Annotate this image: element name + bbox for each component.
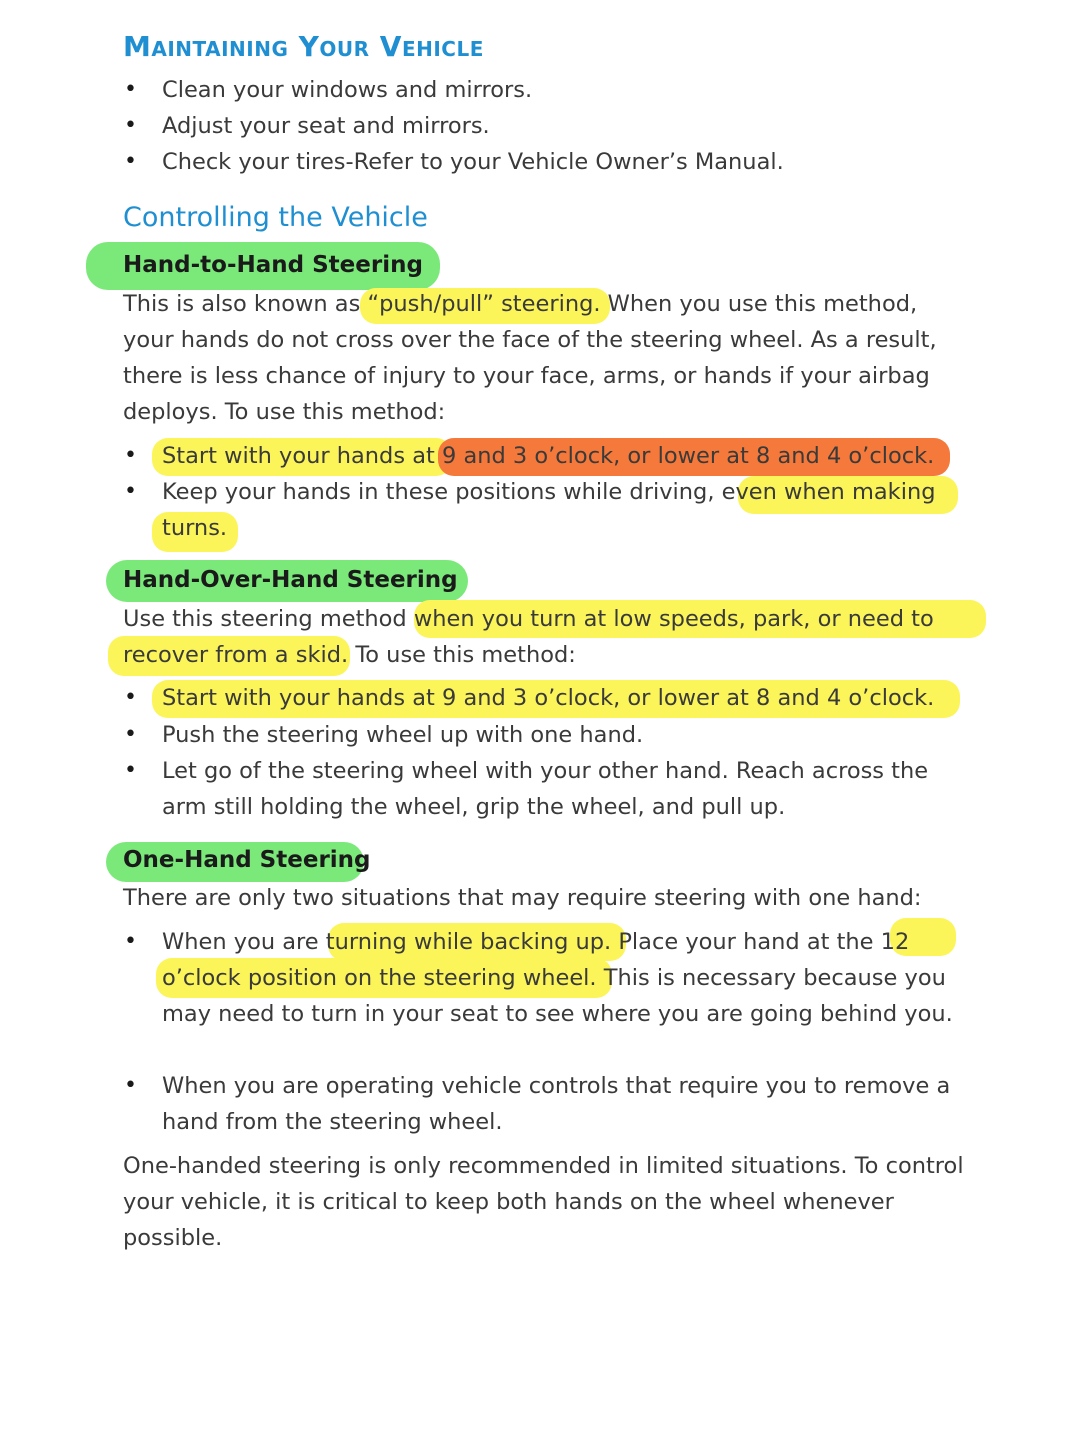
subsection-title: Controlling the Vehicle bbox=[123, 202, 428, 233]
list-item: • Let go of the steering wheel with your other hand. Reach across the arm still holding the wheel, grip the wheel, and pull up. bbox=[124, 758, 929, 820]
list-item: • When you are turning while backing up. Place your hand at the 12 o’clock position on the steering wheel. This is necessary because you may need to turn in your seat to see where you are going behind you. bbox=[124, 929, 953, 1027]
hand-over-hand-heading: Hand-Over-Hand Steering bbox=[123, 567, 458, 593]
section-title: Maintaining Your Vehicle bbox=[123, 30, 484, 63]
list-item: • Clean your windows and mirrors. bbox=[124, 77, 533, 103]
one-hand-paragraph: There are only two situations that may require steering with one hand: bbox=[123, 885, 922, 911]
list-item: • Check your tires-Refer to your Vehicle Owner’s Manual. bbox=[124, 149, 784, 175]
hand-to-hand-paragraph: This is also known as “push/pull” steering. When you use this method, your hands do not cross over the face of the steering wheel. As a result, there is less chance of injury to your face, arms, or hands if your airbag deploys. To use this method: bbox=[123, 291, 937, 425]
list-item: • When you are operating vehicle controls that require you to remove a hand from the steering wheel. bbox=[124, 1073, 951, 1135]
hand-to-hand-heading: Hand-to-Hand Steering bbox=[123, 252, 423, 278]
hand-over-hand-paragraph: Use this steering method when you turn at low speeds, park, or need to recover from a skid. To use this method: bbox=[123, 606, 934, 668]
list-item: • Start with your hands at 9 and 3 o’clock, or lower at 8 and 4 o’clock. bbox=[124, 443, 935, 469]
list-item: • Adjust your seat and mirrors. bbox=[124, 113, 490, 139]
list-item: • Keep your hands in these positions while driving, even when making turns. bbox=[124, 479, 936, 541]
list-item: • Push the steering wheel up with one hand. bbox=[124, 722, 644, 748]
one-hand-heading: One-Hand Steering bbox=[123, 847, 371, 873]
one-hand-closing: One-handed steering is only recommended in limited situations. To control your vehicle, it is critical to keep both hands on the wheel whenever possible. bbox=[123, 1153, 964, 1251]
list-item: • Start with your hands at 9 and 3 o’clock, or lower at 8 and 4 o’clock. bbox=[124, 685, 935, 711]
